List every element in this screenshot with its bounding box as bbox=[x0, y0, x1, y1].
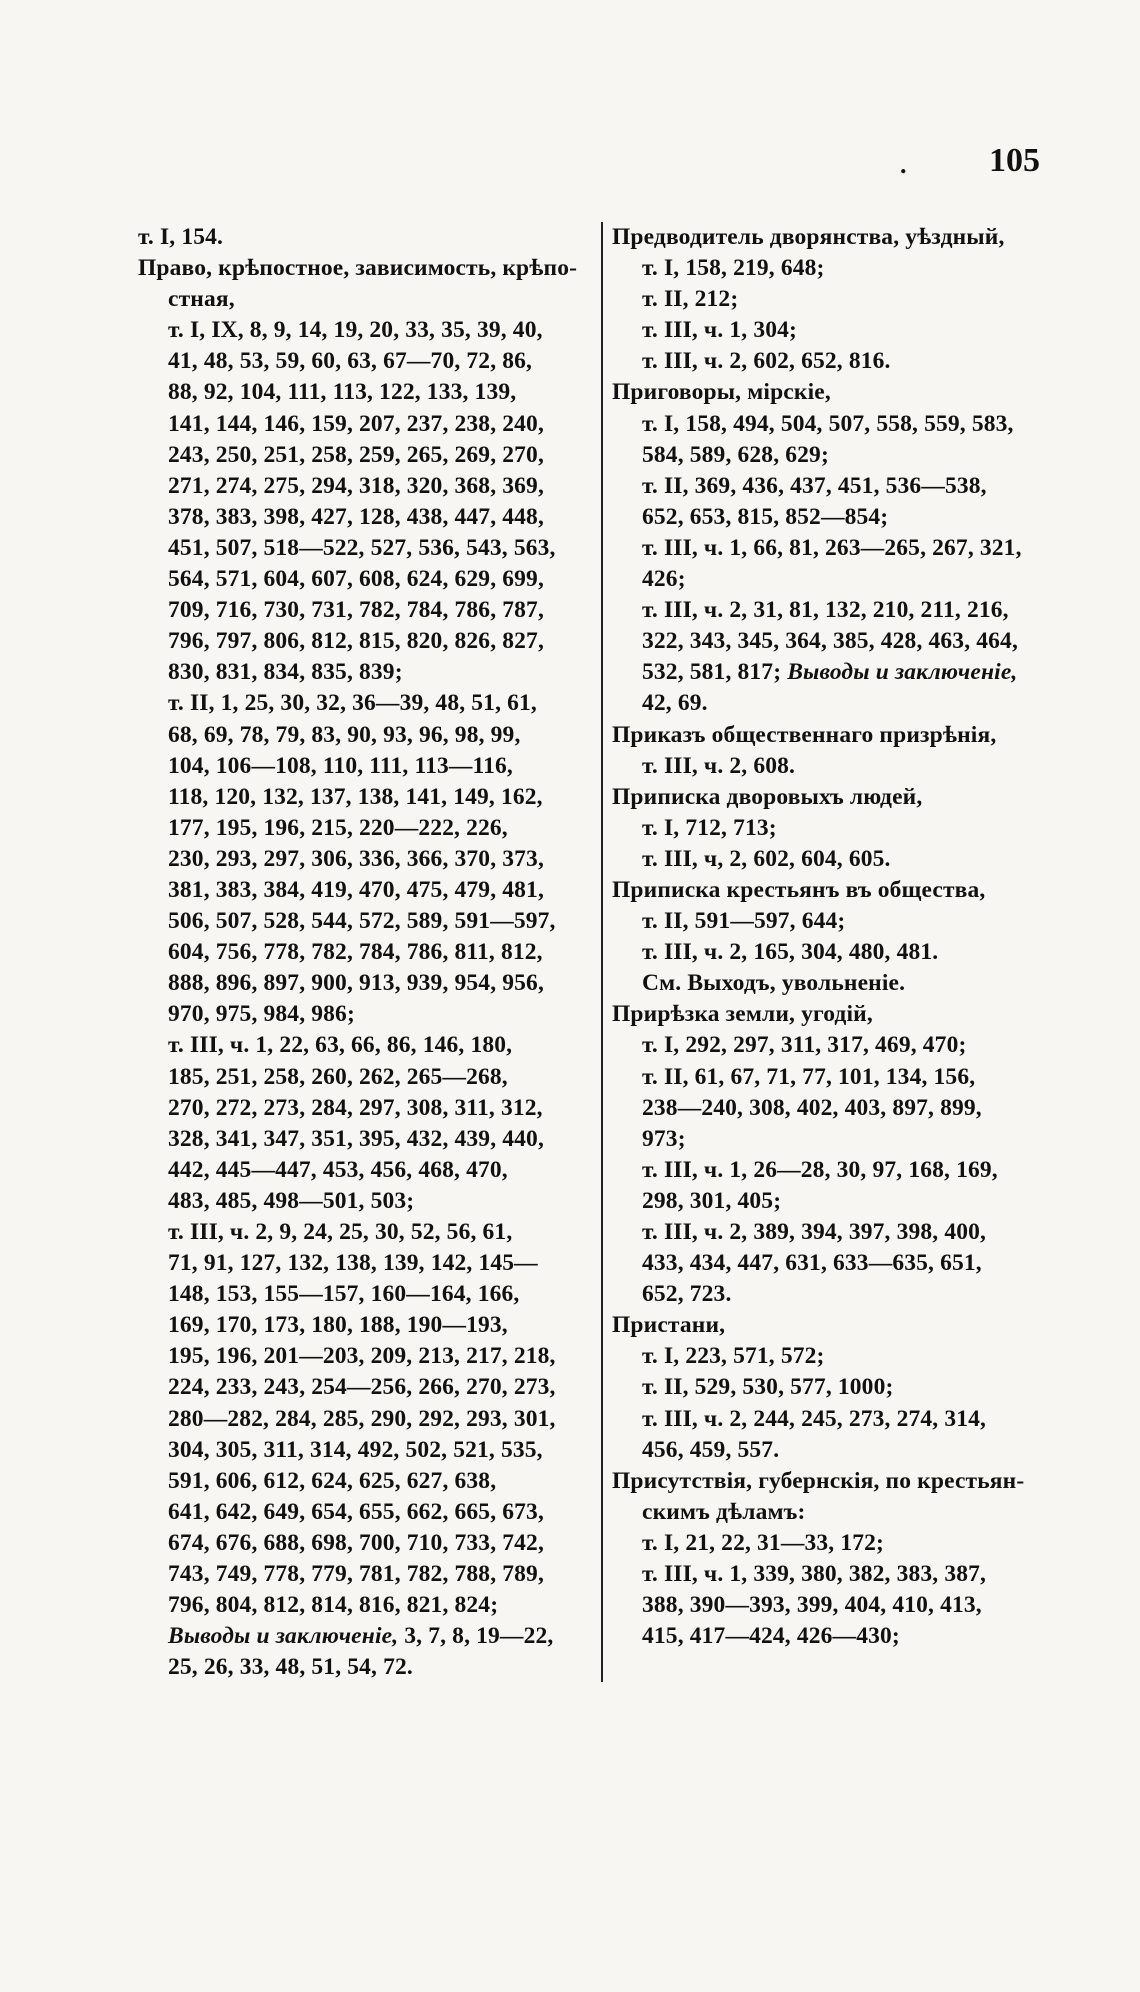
reference-line: т. III, ч. 2, 244, 245, 273, 274, 314, bbox=[642, 1405, 987, 1432]
right-column bbox=[612, 222, 1082, 1652]
index-entry bbox=[612, 782, 1082, 875]
reference-line: 888, 896, 897, 900, 913, 939, 954, 956, bbox=[168, 970, 544, 997]
reference-line: 177, 195, 196, 215, 220—222, 226, bbox=[168, 814, 508, 841]
entry-heading: Приписка крестьянъ въ общества, bbox=[612, 876, 986, 903]
index-entry bbox=[138, 253, 598, 1683]
reference-line: 584, 589, 628, 629; bbox=[642, 441, 829, 468]
entry-heading: Приговоры, мiрскiе, bbox=[612, 379, 831, 406]
reference-line: 280—282, 284, 285, 290, 292, 293, 301, bbox=[168, 1405, 556, 1432]
reference-line: 224, 233, 243, 254—256, 266, 270, 273, bbox=[168, 1374, 556, 1401]
index-entry bbox=[612, 999, 1082, 1310]
reference-line: т. III, ч. 2, 9, 24, 25, 30, 52, 56, 61, bbox=[168, 1219, 513, 1245]
reference-line: 141, 144, 146, 159, 207, 237, 238, 240, bbox=[168, 410, 544, 437]
reference-line: 973; bbox=[642, 1125, 686, 1152]
entry-heading: Приписка дворовыхъ людей, bbox=[612, 783, 923, 810]
entry-heading: стная, bbox=[168, 286, 235, 313]
reference-line: 185, 251, 258, 260, 262, 265—268, bbox=[168, 1063, 508, 1090]
reference-line: т. II, 369, 436, 437, 451, 536—538, bbox=[642, 472, 987, 499]
reference-line: т. I, 154. bbox=[138, 224, 224, 250]
reference-line: 169, 170, 173, 180, 188, 190—193, bbox=[168, 1312, 508, 1339]
column-divider bbox=[601, 222, 603, 1682]
reference-line: 652, 723. bbox=[642, 1281, 732, 1308]
reference-line: т. II, 212; bbox=[642, 286, 739, 313]
reference-line: 830, 831, 834, 835, 839; bbox=[168, 659, 403, 686]
reference-line: 104, 106—108, 110, 111, 113—116, bbox=[168, 752, 513, 779]
reference-line: 298, 301, 405; bbox=[642, 1187, 782, 1214]
reference-line: 88, 92, 104, 111, 113, 122, 133, 139, bbox=[168, 379, 517, 406]
reference-line: 442, 445—447, 453, 456, 468, 470, bbox=[168, 1156, 508, 1183]
reference-line: т. I, 158, 494, 504, 507, 558, 559, 583, bbox=[642, 410, 1014, 437]
reference-line: т. I, IX, 8, 9, 14, 19, 20, 33, 35, 39, 40, bbox=[168, 317, 543, 344]
reference-line bbox=[138, 1621, 598, 1652]
reference-line: 322, 343, 345, 364, 385, 428, 463, 464, bbox=[642, 628, 1018, 655]
reference-line: 388, 390—393, 399, 404, 410, 413, bbox=[642, 1592, 982, 1619]
index-entry bbox=[138, 222, 598, 253]
reference-line: 591, 606, 612, 624, 625, 627, 638, bbox=[168, 1467, 497, 1494]
reference-line: т. II, 1, 25, 30, 32, 36—39, 48, 51, 61, bbox=[168, 690, 537, 717]
reference-line: 426; bbox=[642, 566, 686, 593]
reference-line: т. I, 158, 219, 648; bbox=[642, 255, 825, 282]
reference-line bbox=[612, 657, 1082, 688]
reference-line: 41, 48, 53, 59, 60, 63, 67—70, 72, 86, bbox=[168, 348, 533, 375]
reference-line: т. III, ч. 1, 26—28, 30, 97, 168, 169, bbox=[642, 1156, 998, 1183]
reference-line: 238—240, 308, 402, 403, 897, 899, bbox=[642, 1094, 982, 1121]
reference-line: 483, 485, 498—501, 503; bbox=[168, 1187, 415, 1214]
index-entry bbox=[612, 1466, 1082, 1653]
index-entry bbox=[612, 222, 1082, 377]
reference-line: 118, 120, 132, 137, 138, 141, 149, 162, bbox=[168, 783, 543, 810]
reference-line: 652, 653, 815, 852—854; bbox=[642, 503, 889, 530]
reference-line: 564, 571, 604, 607, 608, 624, 629, 699, bbox=[168, 566, 544, 593]
reference-line: т. III, ч, 2, 602, 604, 605. bbox=[642, 845, 891, 872]
reference-line: 230, 293, 297, 306, 336, 366, 370, 373, bbox=[168, 845, 544, 872]
reference-line: 71, 91, 127, 132, 138, 139, 142, 145— bbox=[168, 1250, 538, 1277]
reference-text: 532, 581, 817; bbox=[642, 659, 788, 686]
reference-line: 506, 507, 528, 544, 572, 589, 591—597, bbox=[168, 908, 556, 935]
reference-line: 456, 459, 557. bbox=[642, 1436, 780, 1463]
reference-line: т. III, ч. 2, 602, 652, 816. bbox=[642, 348, 891, 375]
conclusions-ref: Выводы и заключенiе, bbox=[787, 659, 1018, 686]
reference-line: 709, 716, 730, 731, 782, 784, 786, 787, bbox=[168, 597, 544, 624]
reference-line: 304, 305, 311, 314, 492, 502, 521, 535, bbox=[168, 1436, 543, 1463]
reference-line: 328, 341, 347, 351, 395, 432, 439, 440, bbox=[168, 1125, 544, 1152]
reference-line: 674, 676, 688, 698, 700, 710, 733, 742, bbox=[168, 1529, 544, 1556]
reference-line: т. III, ч. 1, 22, 63, 66, 86, 146, 180, bbox=[168, 1032, 513, 1059]
reference-line: т. III, ч. 1, 339, 380, 382, 383, 387, bbox=[642, 1561, 987, 1588]
entry-heading: Присутствiя, губернскiя, по крестьян- bbox=[612, 1467, 1025, 1494]
reference-line: т. II, 529, 530, 577, 1000; bbox=[642, 1374, 894, 1401]
left-column bbox=[138, 222, 598, 1683]
reference-line: 25, 26, 33, 48, 51, 54, 72. bbox=[168, 1654, 413, 1681]
reference-line: 271, 274, 275, 294, 318, 320, 368, 369, bbox=[168, 472, 544, 499]
reference-line: См. Выходъ, увольненiе. bbox=[642, 970, 906, 997]
entry-heading: Прирѣзка земли, угодiй, bbox=[612, 1001, 873, 1028]
reference-line: 743, 749, 778, 779, 781, 782, 788, 789, bbox=[168, 1561, 544, 1588]
reference-line: 243, 250, 251, 258, 259, 265, 269, 270, bbox=[168, 441, 544, 468]
index-entry bbox=[612, 720, 1082, 782]
reference-line: 68, 69, 78, 79, 83, 90, 93, 96, 98, 99, bbox=[168, 721, 521, 748]
reference-line: т. I, 292, 297, 311, 317, 469, 470; bbox=[642, 1032, 967, 1059]
index-entry bbox=[612, 1310, 1082, 1465]
reference-line: 381, 383, 384, 419, 470, 475, 479, 481, bbox=[168, 876, 544, 903]
reference-line: т. I, 21, 22, 31—33, 172; bbox=[642, 1529, 884, 1556]
reference-line: 415, 417—424, 426—430; bbox=[642, 1623, 900, 1650]
reference-line: 641, 642, 649, 654, 655, 662, 665, 673, bbox=[168, 1498, 544, 1525]
reference-line: 970, 975, 984, 986; bbox=[168, 1001, 355, 1028]
reference-line: 796, 797, 806, 812, 815, 820, 826, 827, bbox=[168, 628, 544, 655]
reference-text: 3, 7, 8, 19—22, bbox=[398, 1623, 554, 1650]
entry-heading: Право, крѣпостное, зависимость, крѣпо- bbox=[138, 255, 578, 282]
reference-line: т. II, 591—597, 644; bbox=[642, 908, 846, 935]
index-entry bbox=[612, 875, 1082, 999]
reference-line: т. I, 223, 571, 572; bbox=[642, 1343, 825, 1370]
entry-heading: Предводитель дворянства, уѣздный, bbox=[612, 224, 1005, 250]
index-entry bbox=[612, 377, 1082, 719]
reference-line: 42, 69. bbox=[642, 690, 708, 717]
page-number: 105 bbox=[989, 142, 1040, 179]
reference-line: 195, 196, 201—203, 209, 213, 217, 218, bbox=[168, 1343, 556, 1370]
reference-line: 270, 272, 273, 284, 297, 308, 311, 312, bbox=[168, 1094, 543, 1121]
reference-line: 451, 507, 518—522, 527, 536, 543, 563, bbox=[168, 534, 556, 561]
reference-line: т. III, ч. 2, 608. bbox=[642, 752, 796, 779]
reference-line: 433, 434, 447, 631, 633—635, 651, bbox=[642, 1250, 982, 1277]
reference-line: т. III, ч. 1, 304; bbox=[642, 317, 797, 344]
reference-line: т. I, 712, 713; bbox=[642, 814, 777, 841]
reference-line: т. III, ч. 2, 31, 81, 132, 210, 211, 216, bbox=[642, 597, 1009, 624]
reference-line: т. II, 61, 67, 71, 77, 101, 134, 156, bbox=[642, 1063, 976, 1090]
entry-heading: Пристани, bbox=[612, 1312, 726, 1339]
reference-line: 796, 804, 812, 814, 816, 821, 824; bbox=[168, 1592, 499, 1619]
page-dot: . bbox=[900, 150, 907, 179]
reference-line: 378, 383, 398, 427, 128, 438, 447, 448, bbox=[168, 503, 544, 530]
reference-line: т. III, ч. 2, 389, 394, 397, 398, 400, bbox=[642, 1219, 987, 1245]
entry-heading: скимъ дѣламъ: bbox=[642, 1498, 806, 1525]
reference-line: 148, 153, 155—157, 160—164, 166, bbox=[168, 1281, 520, 1308]
reference-line: т. III, ч. 1, 66, 81, 263—265, 267, 321, bbox=[642, 534, 1022, 561]
entry-heading: Приказъ общественнаго призрѣнiя, bbox=[612, 721, 997, 748]
conclusions-ref: Выводы и заключенiе, bbox=[168, 1623, 399, 1650]
reference-line: 604, 756, 778, 782, 784, 786, 811, 812, bbox=[168, 939, 543, 966]
reference-line: т. III, ч. 2, 165, 304, 480, 481. bbox=[642, 939, 939, 966]
